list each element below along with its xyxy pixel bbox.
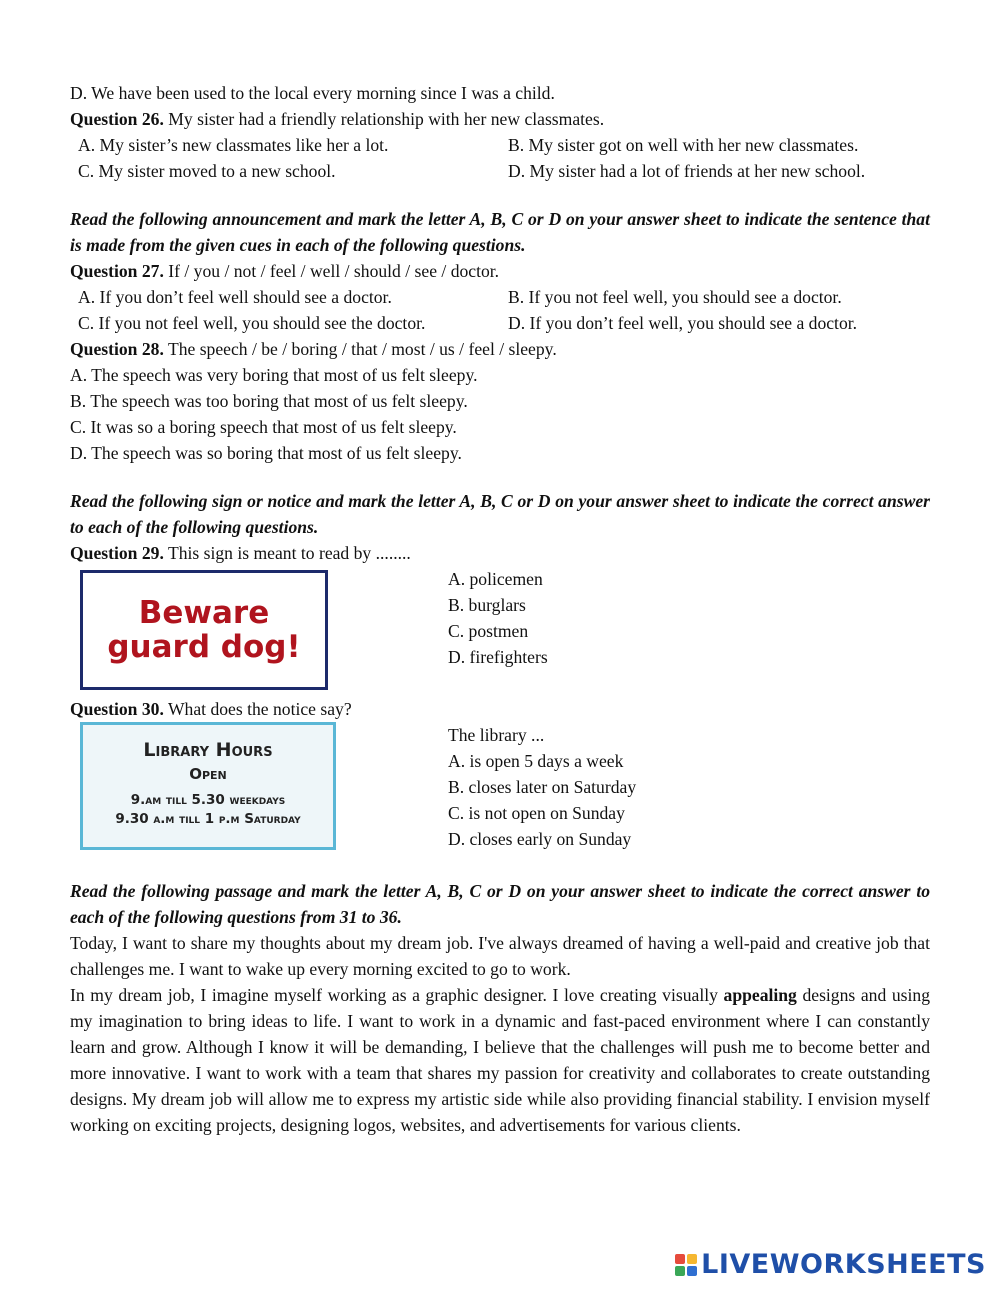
sign-line-1: Beware	[138, 595, 270, 631]
q29-options	[448, 566, 548, 670]
q26-option-d[interactable]: D. My sister had a lot of friends at her new school.	[508, 161, 866, 181]
notice-open: Open	[189, 765, 227, 783]
section-instructions-signs: Read the following sign or notice and mark the letter A, B, C or D on your answer sheet to indicate the correct answer to each of the following questions.	[70, 491, 930, 537]
question-stem: The speech / be / boring / that / most / us / feel / sleepy.	[167, 339, 557, 359]
q26-option-a[interactable]: A. My sister’s new classmates like her a lot.	[78, 135, 389, 155]
q26-options-row2	[70, 158, 930, 184]
q26-options-row1	[70, 132, 930, 158]
notice-title: Library Hours	[143, 739, 273, 761]
notice-line-1: 9.am till 5.30 weekdays	[130, 792, 286, 808]
logo-square	[687, 1254, 697, 1264]
section-instructions-passage: Read the following passage and mark the letter A, B, C or D on your answer sheet to indicate the correct answer to each of the following questions from 31 to 36.	[70, 881, 930, 927]
q30-option-d[interactable]: D. closes early on Sunday	[448, 829, 632, 849]
q30-option-c[interactable]: C. is not open on Sunday	[448, 803, 625, 823]
question-30	[70, 696, 930, 722]
question-stem: What does the notice say?	[167, 699, 352, 719]
question-label: Question 28.	[70, 339, 164, 359]
question-26	[70, 106, 930, 132]
logo-square	[675, 1266, 685, 1276]
question-27	[70, 258, 930, 284]
beware-dog-sign	[80, 570, 328, 690]
logo-square	[687, 1266, 697, 1276]
q29-option-d[interactable]: D. firefighters	[448, 647, 548, 667]
question-28	[70, 336, 930, 362]
brand-name: LIVEWORKSHEETS	[701, 1249, 986, 1280]
q30-option-a[interactable]: A. is open 5 days a week	[448, 751, 624, 771]
passage-text: In my dream job, I imagine myself working as a graphic designer. I love creating visually	[70, 985, 724, 1005]
q27-option-d[interactable]: D. If you don’t feel well, you should see a doctor.	[508, 313, 858, 333]
question-label: Question 27.	[70, 261, 164, 281]
notice-line-2: 9.30 a.m till 1 p.m Saturday	[115, 811, 301, 827]
question-29	[70, 540, 930, 566]
q29-option-b[interactable]: B. burglars	[448, 595, 526, 615]
q26-option-c[interactable]: C. My sister moved to a new school.	[78, 161, 336, 181]
liveworksheets-logo[interactable]	[675, 1249, 986, 1280]
passage-text: designs and using my imagination to bring ideas to life. I want to work in a dynamic and fast-paced environment where I can constantly learn and grow. Although I know it will be demanding, I believe that the challenges will push me to become better and more innovative. I want to work with a team that shares my passion for creativity and collaborates to create outstanding designs. My dream job will allow me to express my artistic side while also providing financial stability. I envision myself working on exciting projects, designing logos, websites, and advertisements for various clients.	[70, 985, 930, 1135]
q30-lead: The library ...	[448, 725, 545, 745]
q30-block	[70, 722, 930, 878]
q27-options-row2	[70, 310, 930, 336]
q25-option-d: D. We have been used to the local every morning since I was a child.	[70, 83, 555, 103]
question-stem: My sister had a friendly relationship with her new classmates.	[168, 109, 605, 129]
question-label: Question 26.	[70, 109, 164, 129]
question-stem: This sign is meant to read by ........	[167, 543, 411, 563]
q26-option-b[interactable]: B. My sister got on well with her new classmates.	[508, 135, 859, 155]
q27-option-b[interactable]: B. If you not feel well, you should see a doctor.	[508, 287, 842, 307]
logo-square	[675, 1254, 685, 1264]
q28-option-b[interactable]: B. The speech was too boring that most of us felt sleepy.	[70, 391, 468, 411]
worksheet-page	[70, 80, 930, 1138]
q28-option-a[interactable]: A. The speech was very boring that most of us felt sleepy.	[70, 365, 478, 385]
passage-paragraph-2	[70, 982, 930, 1138]
q28-option-d[interactable]: D. The speech was so boring that most of us felt sleepy.	[70, 443, 462, 463]
q29-block	[70, 566, 930, 696]
q29-option-c[interactable]: C. postmen	[448, 621, 529, 641]
q30-options	[448, 722, 636, 852]
q27-option-c[interactable]: C. If you not feel well, you should see the doctor.	[78, 313, 426, 333]
q29-option-a[interactable]: A. policemen	[448, 569, 543, 589]
library-hours-notice	[80, 722, 336, 850]
q28-option-c[interactable]: C. It was so a boring speech that most of us felt sleepy.	[70, 417, 457, 437]
question-stem: If / you / not / feel / well / should / see / doctor.	[168, 261, 500, 281]
section-instructions-cues: Read the following announcement and mark the letter A, B, C or D on your answer sheet to indicate the sentence that is made from the given cues in each of the following questions.	[70, 209, 930, 255]
question-label: Question 30.	[70, 699, 164, 719]
q27-option-a[interactable]: A. If you don’t feel well should see a doctor.	[78, 287, 392, 307]
q30-option-b[interactable]: B. closes later on Saturday	[448, 777, 637, 797]
question-label: Question 29.	[70, 543, 164, 563]
passage-keyword: appealing	[723, 985, 797, 1005]
liveworksheets-logo-icon	[675, 1254, 697, 1276]
passage-paragraph-1: Today, I want to share my thoughts about my dream job. I've always dreamed of having a well-paid and creative job that challenges me. I want to wake up every morning excited to go to work.	[70, 933, 930, 979]
q27-options-row1	[70, 284, 930, 310]
sign-line-2: guard dog!	[107, 629, 301, 665]
